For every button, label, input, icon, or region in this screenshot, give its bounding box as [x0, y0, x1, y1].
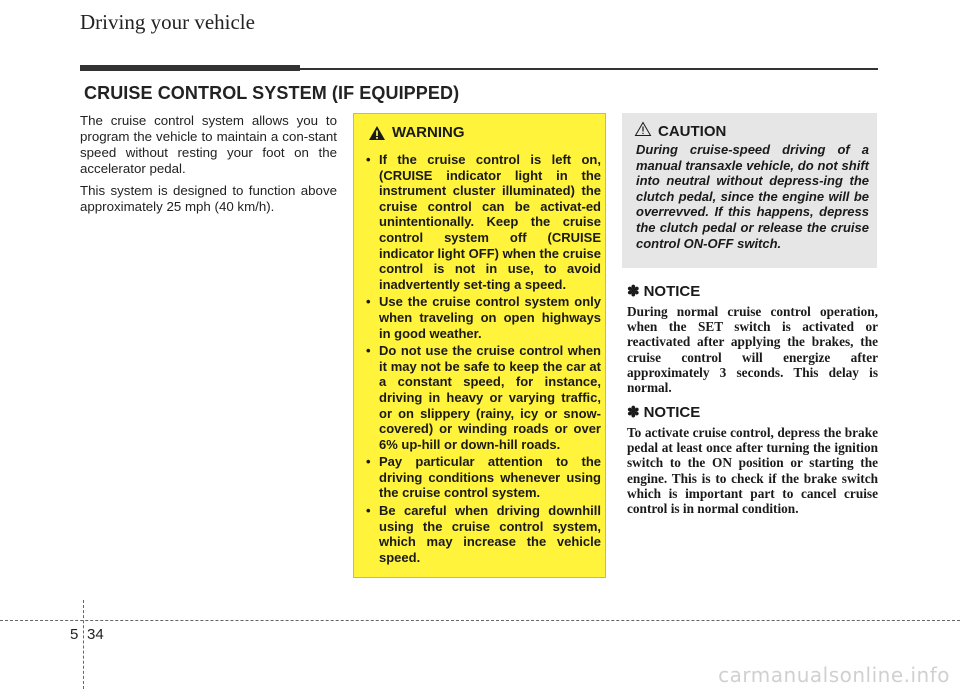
footer-rule [0, 620, 960, 621]
page-heading: CRUISE CONTROL SYSTEM (IF EQUIPPED) [84, 83, 460, 103]
asterisk-icon: ✽ [627, 404, 640, 421]
warning-item: • Use the cruise control system only when traveling on open highways in good weather. [362, 294, 601, 341]
caution-title: CAUTION [658, 123, 727, 140]
notice-title-text: NOTICE [643, 404, 701, 421]
chapter-number: 5 [70, 626, 79, 643]
warning-title: WARNING [392, 124, 465, 141]
intro-paragraph: The cruise control system allows you to program the vehicle to maintain a con-stant speed without resting your foot on the accelerator pedal. [80, 113, 337, 176]
notice-title-text: NOTICE [643, 283, 701, 300]
section-title: Driving your vehicle [80, 10, 255, 34]
intro-text [80, 113, 337, 221]
notice-title [627, 403, 878, 421]
caution-box [622, 113, 877, 268]
warning-header [368, 124, 465, 141]
notice-block [627, 282, 878, 395]
asterisk-icon: ✽ [627, 283, 640, 300]
page-number: 34 [87, 626, 104, 643]
notice-text: During normal cruise control operation, when the SET switch is activated or reactivated after applying the brakes, the cruise control will energize after approximately 3 seconds. This delay is normal. [627, 304, 878, 396]
notice-block [627, 403, 878, 516]
caution-text: During cruise-speed driving of a manual transaxle vehicle, do not shift into neutral without depress-ing the clutch pedal, since the engine will be overrevved. If this happens, depress the clutch pedal or release the cruise control ON-OFF switch. [636, 142, 869, 251]
header-rule-thick [80, 65, 300, 71]
warning-item: • If the cruise control is left on, (CRUISE indicator light in the instrument cluster illuminated) the cruise control can be activat-ed unintentionally. Keep the cruise control system off (CRUISE indicator light OFF) when the cruise control is not in use, to avoid inadvertently set-ting a speed. [362, 152, 601, 292]
watermark: carmanualsonline.info [718, 663, 950, 687]
caution-header [634, 121, 726, 142]
footer-vertical-rule [83, 600, 84, 689]
warning-item: • Be careful when driving downhill using the cruise control system, which may increase the vehicle speed. [362, 503, 601, 565]
warning-list [362, 152, 601, 567]
notice-title [627, 282, 878, 300]
warning-box [353, 113, 606, 578]
warning-item: • Do not use the cruise control when it may not be safe to keep the car at a constant speed, for instance, driving in heavy or varying traffic, or on slippery (rainy, icy or snow-covered) or winding roads or over 6% up-hill or down-hill roads. [362, 343, 601, 452]
intro-paragraph: This system is designed to function above approximately 25 mph (40 km/h). [80, 183, 337, 214]
warning-item: • Pay particular attention to the driving conditions whenever using the cruise control system. [362, 454, 601, 501]
header-rule-thin [300, 68, 878, 70]
caution-triangle-icon [634, 121, 652, 142]
warning-triangle-icon [368, 125, 386, 141]
notice-text: To activate cruise control, depress the brake pedal at least once after turning the ignition switch to the ON position or starting the engine. This is to check if the brake switch which is important part to cancel cruise control is in normal condition. [627, 425, 878, 517]
